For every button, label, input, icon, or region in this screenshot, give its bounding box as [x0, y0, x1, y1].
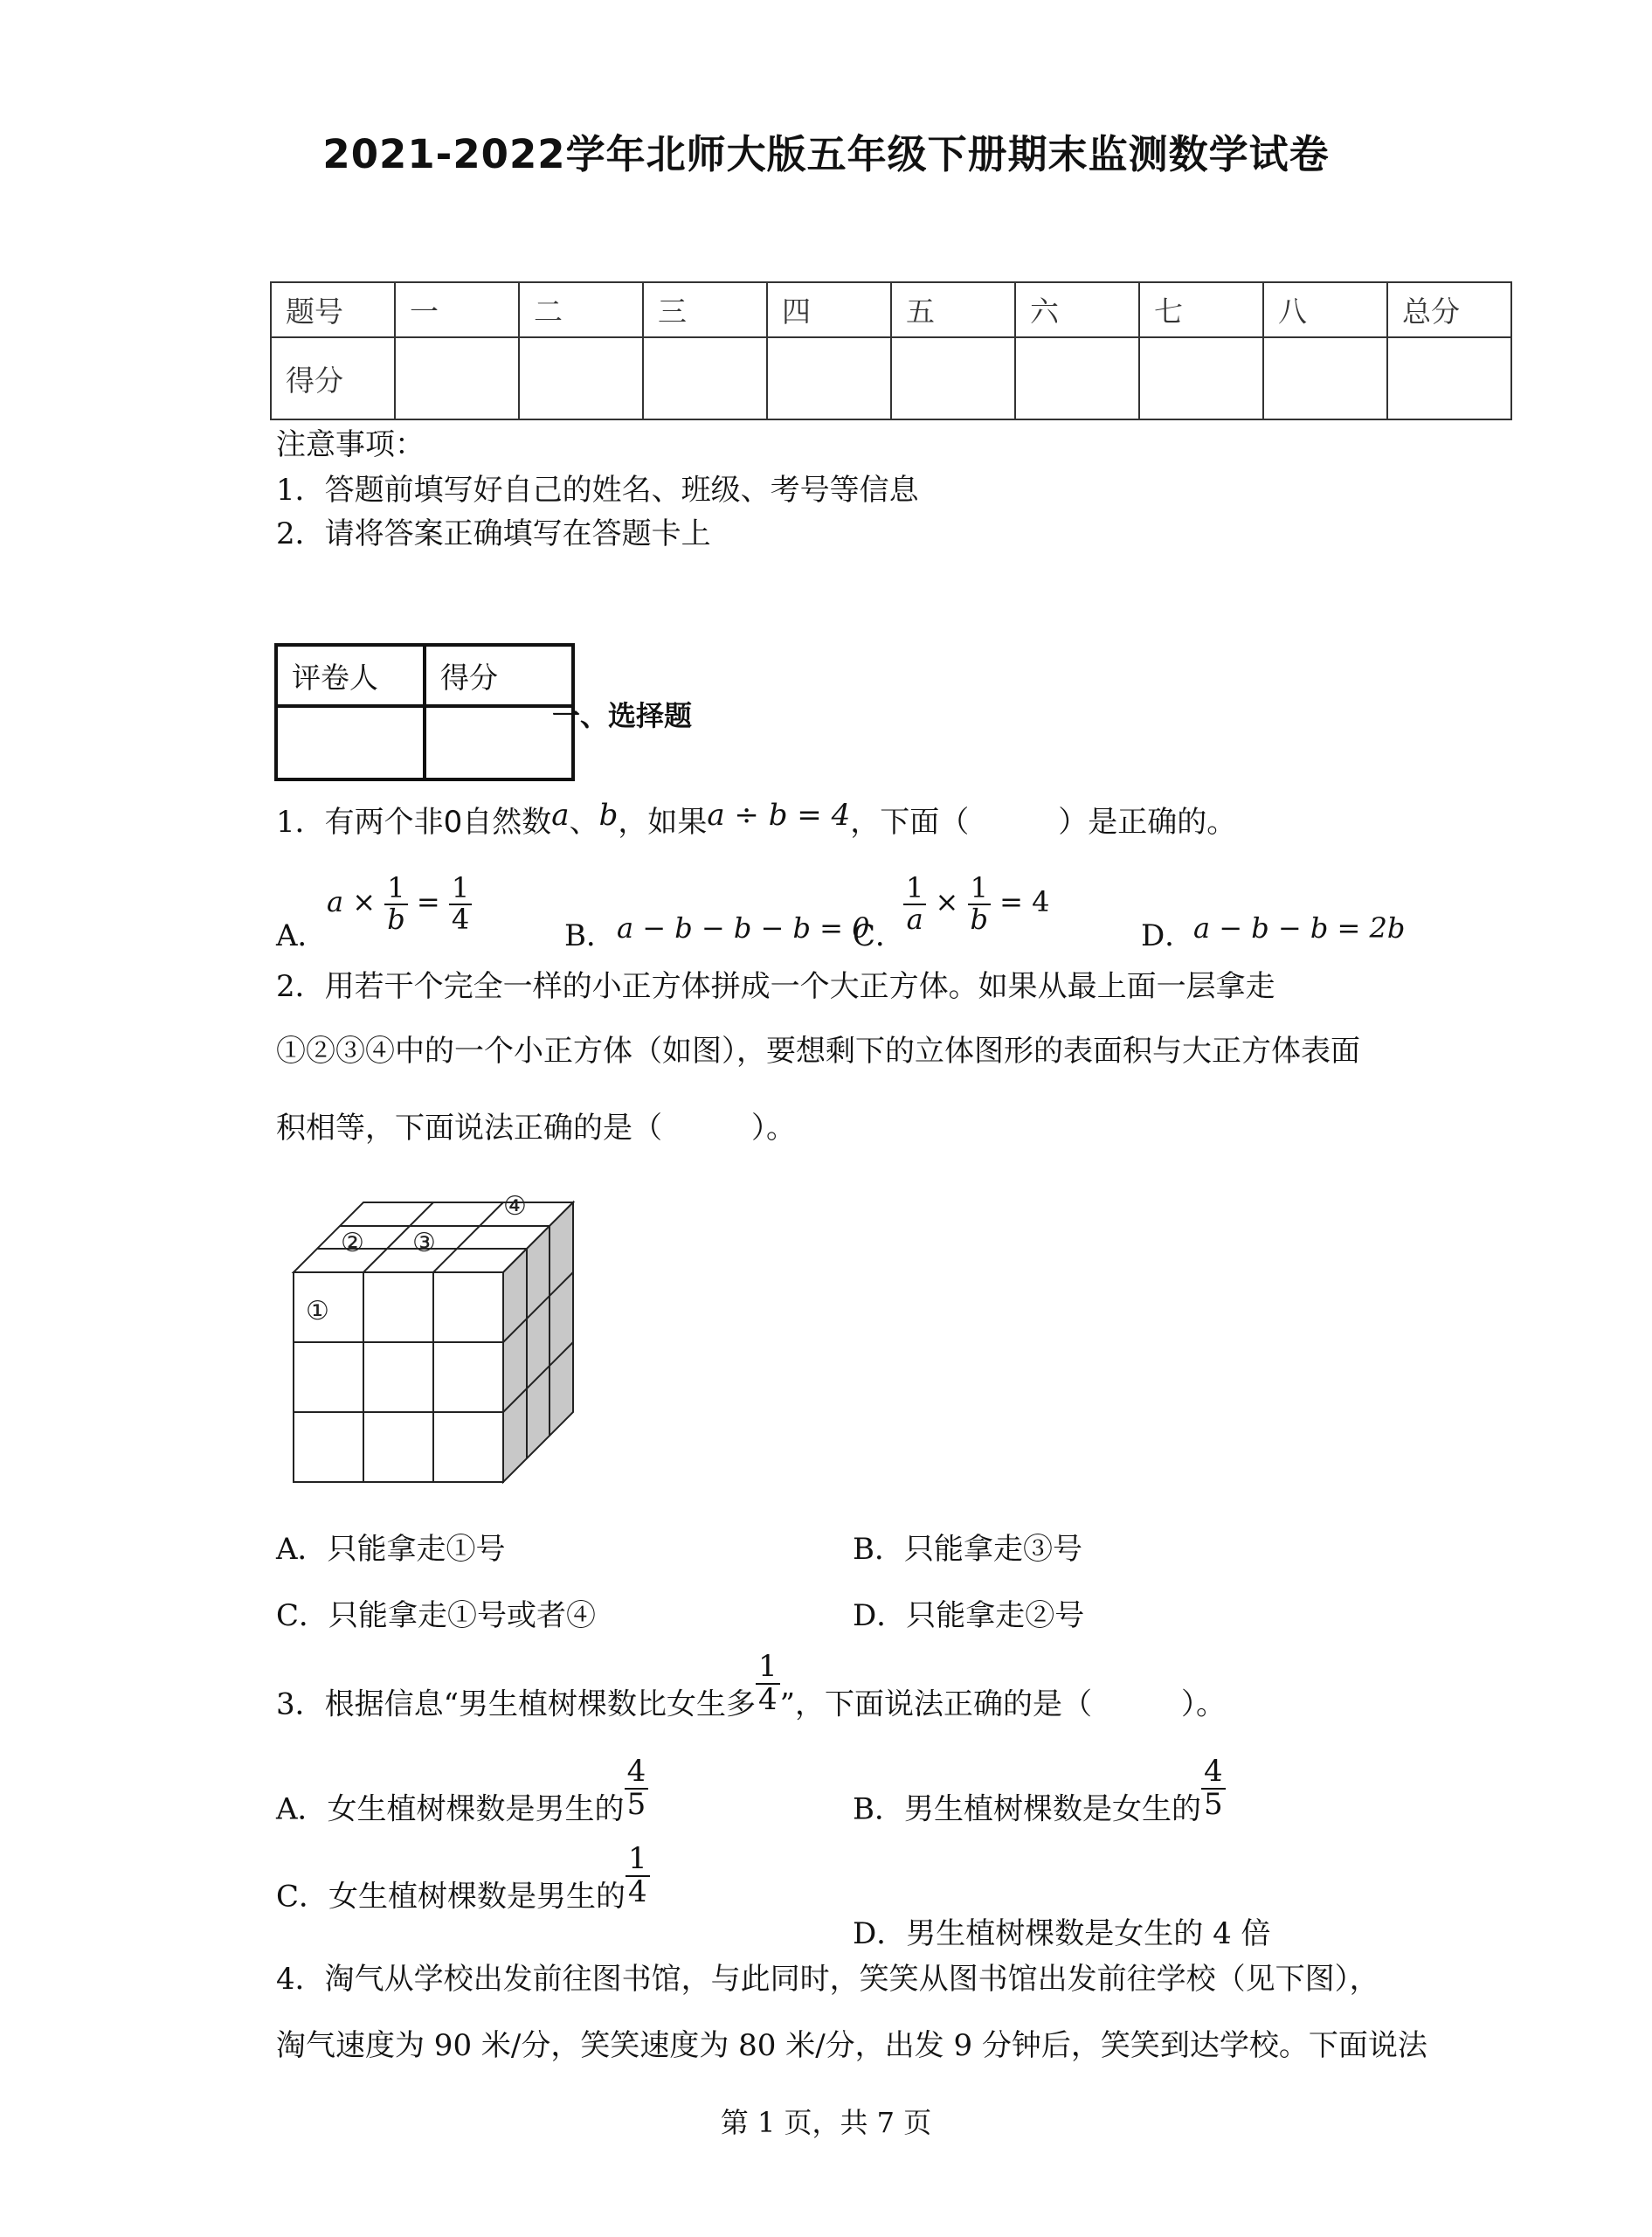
q3-option-a[interactable]: A．女生植树棵数是男生的 $\frac{4}{5}$ [276, 1777, 648, 1841]
score-value-row [271, 337, 1511, 419]
score-header-cell: 二 [519, 282, 643, 337]
score-header-cell: 八 [1263, 282, 1387, 337]
score-row-label: 得分 [271, 337, 395, 419]
score-cell[interactable] [1015, 337, 1139, 419]
cube-label: ② [341, 1228, 364, 1258]
q1-stem: 1．有两个非0自然数a、b，如果a ÷ b = 4，下面（ ）是正确的。 [276, 798, 1237, 840]
q2-option-b[interactable]: B．只能拿走③号 [853, 1532, 1082, 1567]
score-cell[interactable] [767, 337, 891, 419]
score-cell[interactable] [395, 337, 519, 419]
q1-option-d[interactable]: a − b − b = 2b [1193, 911, 1406, 945]
score-header-cell: 题号 [271, 282, 395, 337]
score-header-cell: 五 [891, 282, 1015, 337]
q1-option-b[interactable]: a − b − b − b = 0 [617, 911, 870, 945]
q1-option-c[interactable]: $\frac{1}{a}$ × $\frac{1}{b}$ = 4 [903, 874, 1050, 934]
q1-option-d-label: D． [1141, 918, 1195, 953]
score-cell[interactable] [891, 337, 1015, 419]
q1-option-a-label: A． [276, 918, 328, 953]
page-footer: 第 1 页，共 7 页 [720, 2106, 932, 2139]
section-title: 一、选择题 [552, 699, 693, 732]
q3-option-d[interactable]: D．男生植树棵数是女生的 4 倍 [853, 1916, 1271, 1951]
grader-score-header: 得分 [425, 645, 573, 706]
score-header-cell: 七 [1139, 282, 1263, 337]
q3-option-c[interactable]: C．女生植树棵数是男生的 $\frac{1}{4}$ [276, 1865, 650, 1929]
notes-heading: 注意事项： [276, 427, 425, 462]
cube-label: ① [306, 1296, 329, 1326]
notes-item: 2．请将答案正确填写在答题卡上 [276, 516, 711, 551]
score-header-cell: 六 [1015, 282, 1139, 337]
score-header-row [271, 282, 1511, 337]
notes-item: 1．答题前填写好自己的姓名、班级、考号等信息 [276, 473, 919, 508]
cube-figure [280, 1188, 594, 1494]
q4-line1: 4．淘气从学校出发前往图书馆，与此同时，笑笑从图书馆出发前往学校（见下图）， [276, 1962, 1379, 1997]
score-table [270, 281, 1512, 420]
q2-option-d[interactable]: D．只能拿走②号 [853, 1598, 1085, 1633]
score-cell[interactable] [1263, 337, 1387, 419]
cube-label: ④ [503, 1191, 527, 1222]
score-cell[interactable] [1387, 337, 1511, 419]
q4-line2: 淘气速度为 90 米/分，笑笑速度为 80 米/分，出发 9 分钟后，笑笑到达学校。下面说法 [276, 2028, 1427, 2063]
q2-line3: 积相等，下面说法正确的是（ ）。 [276, 1111, 796, 1146]
score-header-cell: 总分 [1387, 282, 1511, 337]
score-cell[interactable] [1139, 337, 1263, 419]
q1-option-a[interactable]: a × $\frac{1}{b}$ = $\frac{1}{4}$ [327, 874, 472, 934]
grader-header: 评卷人 [276, 645, 425, 706]
score-header-cell: 三 [643, 282, 767, 337]
q1-option-c-label: C． [853, 918, 906, 953]
score-header-cell: 四 [767, 282, 891, 337]
q2-line1: 2．用若干个完全一样的小正方体拼成一个大正方体。如果从最上面一层拿走 [276, 969, 1275, 1004]
score-cell[interactable] [643, 337, 767, 419]
q2-option-c[interactable]: C．只能拿走①号或者④ [276, 1598, 597, 1633]
exam-title: 2021-2022学年北师大版五年级下册期末监测数学试卷 [322, 131, 1330, 177]
q2-line2: ①②③④中的一个小正方体（如图），要想剩下的立体图形的表面积与大正方体表面 [276, 1034, 1360, 1069]
score-cell[interactable] [519, 337, 643, 419]
q3-option-b[interactable]: B．男生植树棵数是女生的 $\frac{4}{5}$ [853, 1777, 1226, 1841]
q3-stem: 3．根据信息“男生植树棵数比女生多 $\frac{1}{4}$ ”，下面说法正确的是（ ）。 [276, 1649, 1227, 1722]
score-header-cell: 一 [395, 282, 519, 337]
q1-option-b-label: B． [564, 918, 616, 953]
grader-table [274, 643, 575, 781]
grader-score-cell[interactable] [425, 706, 573, 779]
grader-cell[interactable] [276, 706, 425, 779]
cube-label: ③ [412, 1228, 436, 1258]
q2-option-a[interactable]: A．只能拿走①号 [276, 1532, 506, 1567]
